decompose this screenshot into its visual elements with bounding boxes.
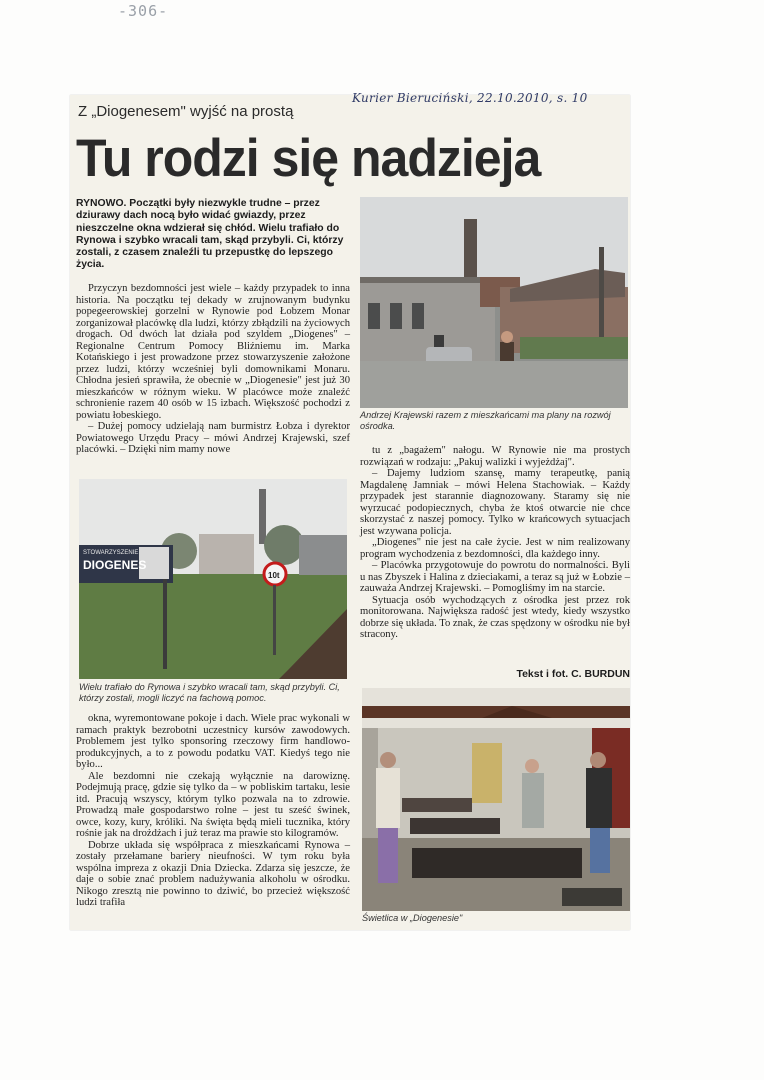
paragraph: – Dajemy ludziom szansę, mamy terapeutkę, panią Magdalenę Jamniak – mówi Helena Stachowiak. – Każdy przypadek jest starannie diagnozowany. Staramy się nie wyrzucać podopiecznych, chyba że ktoś otwarcie nie chce skorzystać z naszej pomocy. Tylko w krańcowych sytuacjach jest wzywana policja. [360,468,630,537]
article-byline: Tekst i fot. C. BURDUN [516,668,630,680]
sign-photo-caption: Wielu trafiało do Rynowa i szybko wracali tam, skąd przybyli. Ci, którzy zostali, mogli liczyć na fachową pomoc. [79,682,340,703]
road-sign-label: 10t [268,571,280,580]
factory-photo-caption: Andrzej Krajewski razem z mieszkańcami ma plany na rozwój ośrodka. [360,410,611,431]
text-column-right [360,445,630,641]
paragraph: Ale bezdomni nie czekają wyłącznie na darowiznę. Podejmują pracę, gdzie się tylko da – w pobliskim tartaku, lesie itd. Pracują wszyscy, którym tylko pozwala na to zdrowie. Prowadzą małe gospodarstwo rolne – jest tu sześć świnek, owce, kozy, kury, króliki. Na święta będą mieli tucznika, który rośnie jak na drożdżach i już teraz ma prawie sto kilogramów. [76,770,350,839]
sign-text-top: STOWARZYSZENIE [83,550,139,556]
paragraph: Przyczyn bezdomności jest wiele – każdy przypadek to inna historia. Na początku tej dekady w zrujnowanym budynku popegeerowskiej gorzelni w Rynowie pod Łobzem Monar zorganizował placówkę dla ludzi, którzy zbłądzili na życiowych drogach. Od dwóch lat działa pod szyldem „Diogenes" – Regionalne Centrum Pomocy Bliźniemu im. Marka Kotańskiego i jest prowadzone przez stowarzyszenie założone przez ludzi, którzy wcześniej byli domownikami Monaru. Chłodna jesień sprawiła, że obecnie w „Diogenesie" jest już 30 mieszkańców w różnym wieku. W placówce może znaleźć schronienie razem 40 osób w 15 izbach. Większość pochodzi z powiatu łobeskiego. [76,283,350,421]
text-column-left-bottom [76,713,350,909]
paragraph: – Placówka przygotowuje do powrotu do normalności. Byli u nas Zbyszek i Halina z dzieciakami, a teraz są już w Łobzie – zauważa Andrzej Krajewski. – Pomogliśmy im na starcie. [360,560,630,594]
factory-photo [360,197,628,408]
newspaper-clipping [70,91,631,930]
paragraph: – Dużej pomocy udzielają nam burmistrz Łobza i dyrektor Powiatowego Urzędu Pracy – mówi Andrzej Krajewski, szef placówki. – Dzięki nim mamy nowe [76,421,350,455]
sign-text-main: DIOGENES [83,558,147,572]
article-kicker: Z „Diogenesem" wyjść na prostą [78,103,294,120]
paragraph: tu z „bagażem" nałogu. W Rynowie nie ma prostych rozwiązań w rodzaju: „Pakuj walizki i wyjeżdżaj". [360,445,630,468]
paragraph: okna, wyremontowane pokoje i dach. Wiele prac wykonali w ramach praktyk bezrobotni uczestnicy kursów zawodowych. Problemem jest tylko sponsoring rzeczowy firm handlowo-produkcyjnych, a to z powodu podatku VAT. Kiedyś tego nie było... [76,713,350,770]
handwritten-page-number: -306- [118,2,169,20]
text-column-left-top [76,283,350,456]
common-room-photo-caption: Świetlica w „Diogenesie" [362,913,463,923]
sign-photo-image [79,479,347,679]
diogenes-sign-photo [79,479,347,679]
handwritten-source-note: Kurier Bieruciński, 22.10.2010, s. 10 [352,91,588,105]
common-room-photo [362,688,630,911]
paragraph: „Diogenes" nie jest na całe życie. Jest w nim realizowany program wychodzenia z bezdomności, dla każdego inny. [360,537,630,560]
paragraph: Sytuacja osób wychodzących z ośrodka jest przez rok monitorowana. Największa radość jest wtedy, kiedy wszystko dobrze się układa. To znak, że czas spędzony w ośrodku nie był stracony. [360,594,631,640]
factory-photo-image [360,197,628,408]
article-headline: Tu rodzi się nadzieja [76,128,541,188]
article-lead: RYNOWO. Początki były niezwykle trudne – przez dziurawy dach nocą było widać gwiazdy, przez nieszczelne okna wdzierał się chłód. Wielu trafiało do Rynowa i szybko wracali tam, skąd przybyli. Ci, którzy zostali, z czasem znaleźli tu przepustkę do lepszego życia. [76,198,344,271]
common-room-photo-image [362,688,630,911]
paragraph: Dobrze układa się współpraca z mieszkańcami Rynowa – zostały przełamane bariery nieufności. W tym roku była wspólna impreza z okazji Dnia Dziecka. Zdarza się jeszcze, że daje o sobie znać problem nadużywania alkoholu w ośrodku. Nikogo zresztą nie powinno to dziwić, bo przecież większość ludzi trafiła [76,839,350,908]
